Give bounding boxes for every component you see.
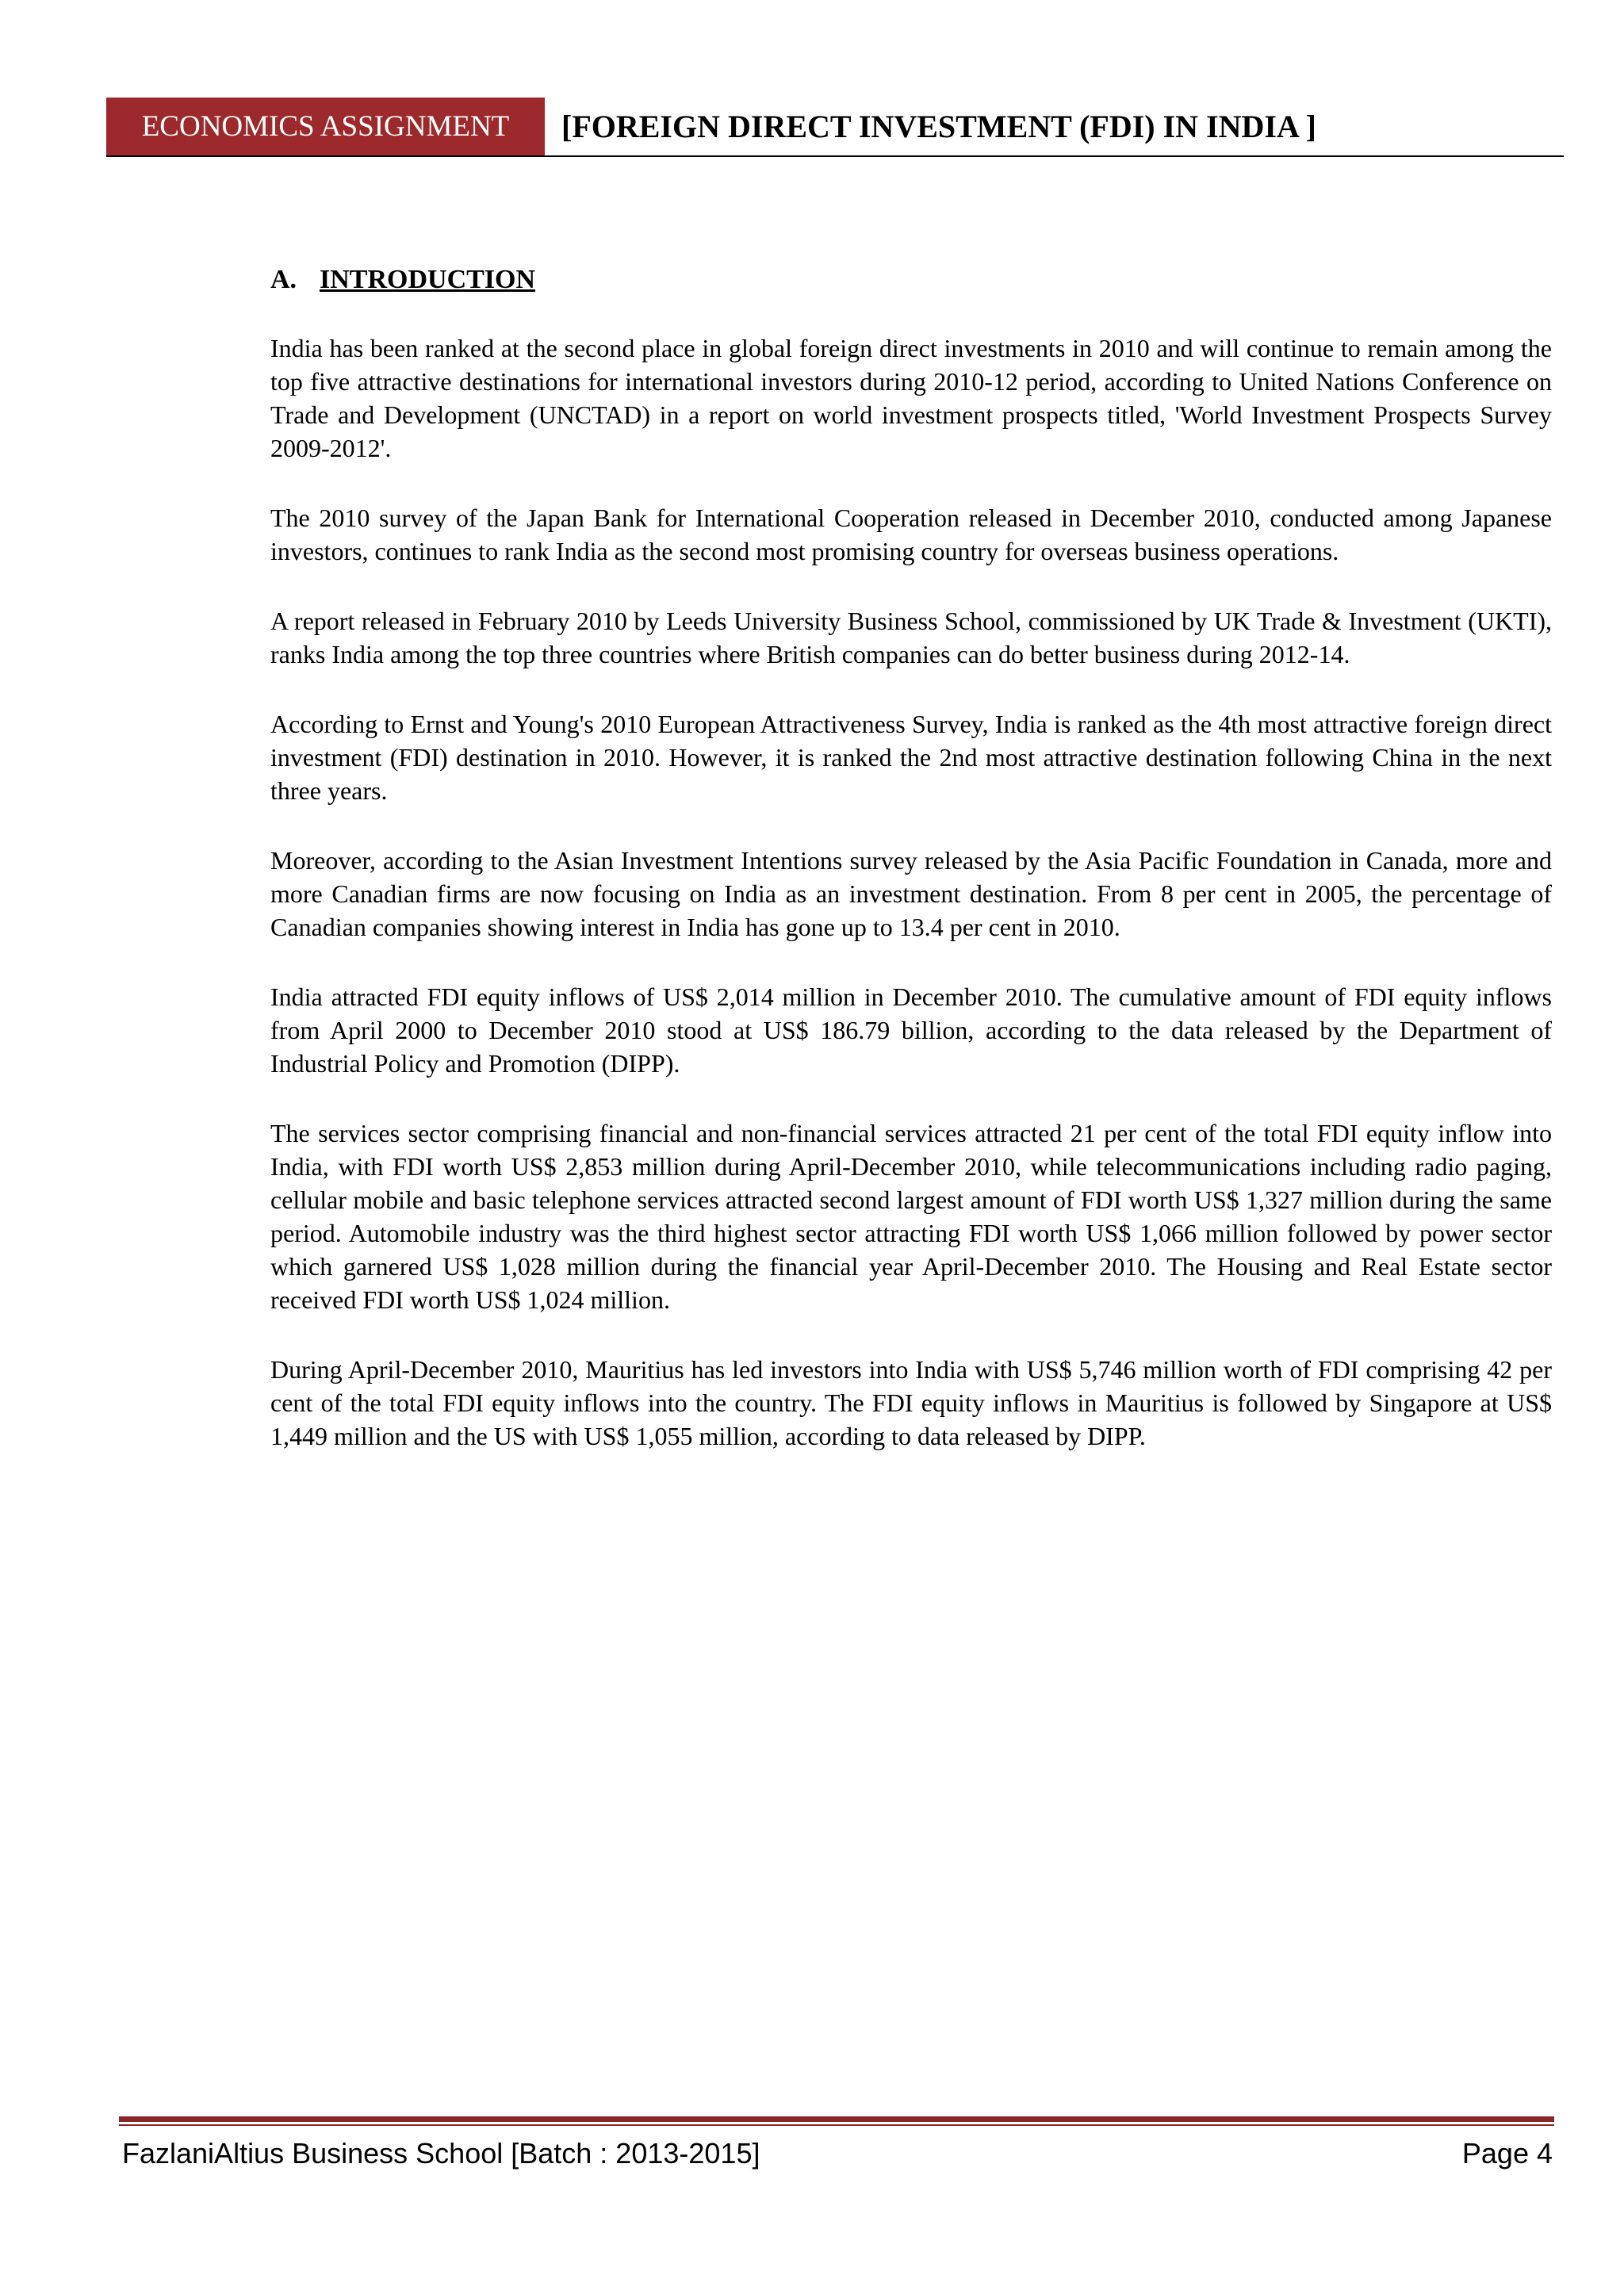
paragraph: During April-December 2010, Mauritius has led investors into India with US$ 5,746 million worth of FDI comprising 42 per cent of the total FDI equity inflows into the country. The FDI equity inflows in Mauritius is followed by Singapore at US$ 1,449 million and the US with US$ 1,055 million, according to data released by DIPP. [270, 1355, 1552, 1450]
paragraph: India has been ranked at the second place in global foreign direct investments in 2010 and will continue to remain among the top five attractive destinations for international investors during 2010-12 period, according to United Nations Conference on Trade and Development (UNCTAD) in a report on world investment prospects titled, 'World Investment Prospects Survey 2009-2012'. [270, 334, 1552, 462]
main-content [270, 263, 1552, 1489]
header-title: [FOREIGN DIRECT INVESTMENT (FDI) IN INDIA ] [561, 109, 1316, 144]
footer-divider-thin [119, 2124, 1554, 2126]
header-tag: ECONOMICS ASSIGNMENT [106, 98, 545, 155]
paragraph: India attracted FDI equity inflows of US$ 2,014 million in December 2010. The cumulative amount of FDI equity inflows from April 2000 to December 2010 stood at US$ 186.79 billion, according to the data released by the Department of Industrial Policy and Promotion (DIPP). [270, 982, 1552, 1078]
paragraph: The 2010 survey of the Japan Bank for International Cooperation released in December 2010, conducted among Japanese investors, continues to rank India as the second most promising country for overseas business operations. [270, 504, 1552, 565]
page-number: Page 4 [1461, 2137, 1553, 2170]
paragraph: A report released in February 2010 by Leeds University Business School, commissioned by UK Trade & Investment (UKTI), ranks India among the top three countries where British companies can do better business during 2012-14. [270, 607, 1552, 668]
footer-school: FazlaniAltius Business School [Batch : 2013-2015] [122, 2137, 760, 2170]
paragraph: Moreover, according to the Asian Investment Intentions survey released by the Asia Pacific Foundation in Canada, more and more Canadian firms are now focusing on India as an investment destination. From 8 per cent in 2005, the percentage of Canadian companies showing interest in India has gone up to 13.4 per cent in 2010. [270, 846, 1552, 941]
paragraph: According to Ernst and Young's 2010 European Attractiveness Survey, India is ranked as the 4th most attractive foreign direct investment (FDI) destination in 2010. However, it is ranked the 2nd most attractive destination following China in the next three years. [270, 710, 1552, 805]
footer-divider [119, 2116, 1554, 2122]
section-heading [270, 263, 1552, 297]
paragraph: The services sector comprising financial and non-financial services attracted 21 per cent of the total FDI equity inflow into India, with FDI worth US$ 2,853 million during April-December 2010, while telecommunications including radio paging, cellular mobile and basic telephone services attracted second largest amount of FDI worth US$ 1,327 million during the same period. Automobile industry was the third highest sector attracting FDI worth US$ 1,066 million followed by power sector which garnered US$ 1,028 million during the financial year April-December 2010. The Housing and Real Estate sector received FDI worth US$ 1,024 million. [270, 1119, 1552, 1314]
section-title: INTRODUCTION [320, 265, 536, 294]
section-number: A. [270, 265, 297, 294]
page-header [106, 98, 1564, 157]
